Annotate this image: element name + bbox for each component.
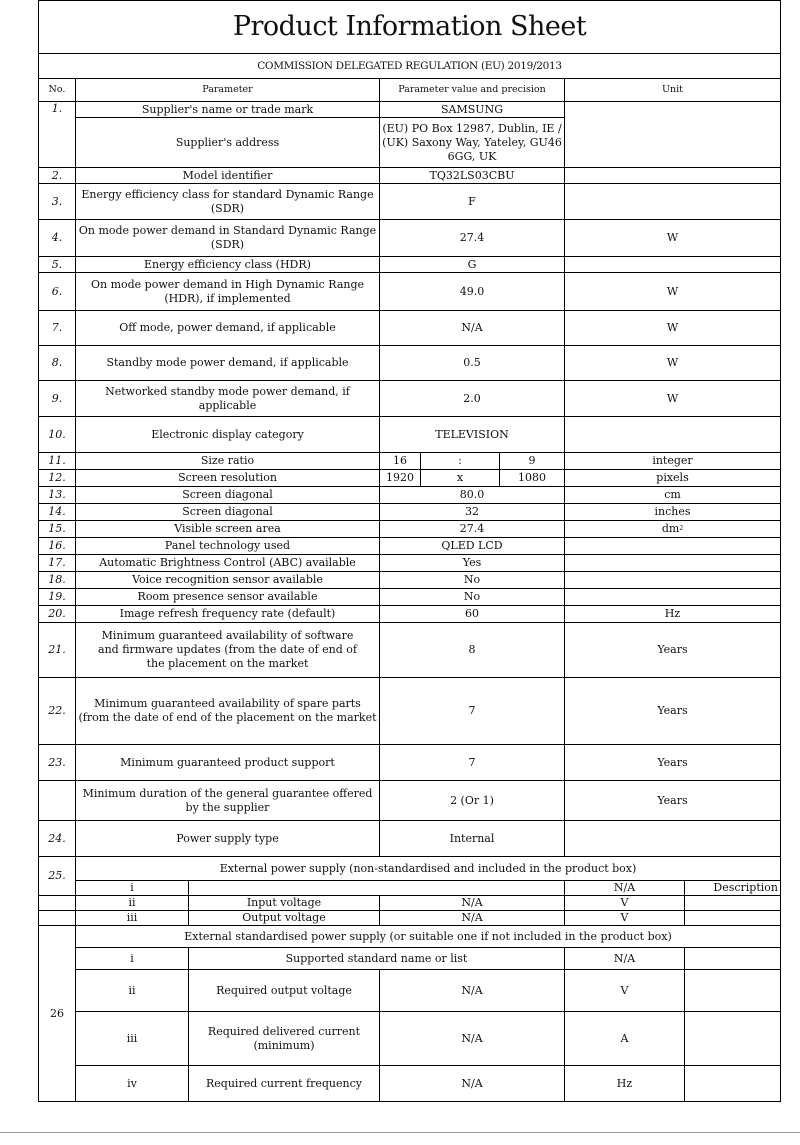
unit-cell: N/A — [565, 881, 685, 896]
table-row — [39, 881, 781, 896]
description-cell — [685, 911, 781, 926]
row-number: 16. — [39, 538, 76, 555]
param-cell: Supplier's name or trade mark — [76, 102, 380, 118]
value-cell: 1080 — [500, 470, 565, 487]
table-row — [39, 1012, 781, 1066]
unit-cell: cm — [565, 487, 781, 504]
value-cell: Internal — [380, 821, 565, 857]
param-cell: Standby mode power demand, if applicable — [76, 346, 380, 381]
description-cell — [685, 948, 781, 970]
table-row — [39, 970, 781, 1012]
value-cell: 16 — [380, 453, 421, 470]
param-cell: Minimum guaranteed availability of spare parts (from the date of end of the placement on the market — [76, 678, 380, 745]
unit-cell — [565, 102, 781, 168]
table-row — [39, 538, 781, 555]
param-cell: Off mode, power demand, if applicable — [76, 311, 380, 346]
value-cell: N/A — [380, 1066, 565, 1102]
table-row — [39, 678, 781, 745]
description-cell — [685, 896, 781, 911]
description-cell — [685, 1066, 781, 1102]
value-cell: N/A — [380, 311, 565, 346]
param-cell: Automatic Brightness Control (ABC) available — [76, 555, 380, 572]
table-row — [39, 781, 781, 821]
table-row — [39, 1066, 781, 1102]
param-cell: Output voltage — [189, 911, 380, 926]
table-row — [39, 572, 781, 589]
value-cell: 27.4 — [380, 220, 565, 257]
unit-cell — [565, 821, 781, 857]
unit-cell: A — [565, 1012, 685, 1066]
row-number: 26 — [39, 926, 76, 1102]
unit-cell: W — [565, 311, 781, 346]
row-number: 2. — [39, 168, 76, 184]
value-cell: TELEVISION — [380, 417, 565, 453]
value-cell: x — [421, 470, 500, 487]
param-cell: Screen resolution — [76, 470, 380, 487]
unit-cell — [565, 417, 781, 453]
unit-cell: W — [565, 381, 781, 417]
table-row — [39, 896, 781, 911]
row-number — [39, 781, 76, 821]
header-value: Parameter value and precision — [380, 79, 565, 102]
value-cell: Yes — [380, 555, 565, 572]
param-cell: Image refresh frequency rate (default) — [76, 606, 380, 623]
unit-superscript: 2 — [679, 525, 684, 532]
value-cell: 32 — [380, 504, 565, 521]
table-row — [39, 623, 781, 678]
row-number: 22. — [39, 678, 76, 745]
row-number: 24. — [39, 821, 76, 857]
value-cell: 9 — [500, 453, 565, 470]
value-cell: 60 — [380, 606, 565, 623]
param-cell: Electronic display category — [76, 417, 380, 453]
row-number: 1. — [39, 102, 76, 168]
param-cell: Model identifier — [76, 168, 380, 184]
unit-cell — [565, 589, 781, 606]
unit-cell — [565, 555, 781, 572]
row-number: 14. — [39, 504, 76, 521]
param-cell: Minimum guaranteed product support — [76, 745, 380, 781]
table-row — [39, 273, 781, 311]
unit-cell: V — [565, 911, 685, 926]
value-cell: No — [380, 572, 565, 589]
param-cell: Required current frequency — [189, 1066, 380, 1102]
unit-cell — [565, 521, 781, 538]
unit-cell: W — [565, 346, 781, 381]
unit-cell: V — [565, 970, 685, 1012]
table-row — [39, 346, 781, 381]
param-cell: Required delivered current (minimum) — [189, 1012, 380, 1066]
value-cell: F — [380, 184, 565, 220]
row-number: 6. — [39, 273, 76, 311]
table-row — [39, 168, 781, 184]
row-number: 17. — [39, 555, 76, 572]
row-number: 20. — [39, 606, 76, 623]
unit-cell: Years — [565, 678, 781, 745]
param-cell: On mode power demand in Standard Dynamic Range (SDR) — [76, 220, 380, 257]
value-cell: (EU) PO Box 12987, Dublin, IE / (UK) Saxony Way, Yateley, GU46 6GG, UK — [380, 118, 565, 168]
unit-text: dm — [661, 522, 680, 535]
param-cell: Visible screen area — [76, 521, 380, 538]
value-cell: 2 (Or 1) — [380, 781, 565, 821]
param-cell: Networked standby mode power demand, if applicable — [76, 381, 380, 417]
row-number: 25. — [39, 857, 76, 896]
row-number: 10. — [39, 417, 76, 453]
unit-cell: integer — [565, 453, 781, 470]
table-row — [39, 184, 781, 220]
description-cell: Description — [685, 881, 781, 896]
value-cell: 0.5 — [380, 346, 565, 381]
table-row — [39, 470, 781, 487]
row-number: 15. — [39, 521, 76, 538]
value-cell: 49.0 — [380, 273, 565, 311]
row-number: 3. — [39, 184, 76, 220]
param-cell: Room presence sensor available — [76, 589, 380, 606]
product-information-table — [38, 0, 781, 1102]
roman-cell: iii — [76, 911, 189, 926]
unit-cell: Years — [565, 745, 781, 781]
row-number: 4. — [39, 220, 76, 257]
table-row — [39, 606, 781, 623]
description-cell — [685, 970, 781, 1012]
table-row — [39, 948, 781, 970]
row-number: 19. — [39, 589, 76, 606]
value-cell: N/A — [380, 896, 565, 911]
param-cell: Minimum duration of the general guarantee offered by the supplier — [76, 781, 380, 821]
param-cell: Energy efficiency class for standard Dynamic Range (SDR) — [76, 184, 380, 220]
value-cell: SAMSUNG — [380, 102, 565, 118]
section-25-heading-row — [39, 857, 781, 881]
table-row — [39, 821, 781, 857]
row-number: 13. — [39, 487, 76, 504]
value-cell: 2.0 — [380, 381, 565, 417]
table-row — [39, 521, 781, 538]
table-row — [39, 257, 781, 273]
table-row — [39, 504, 781, 521]
section-heading: External power supply (non-standardised and included in the product box) — [76, 857, 781, 881]
row-number: 18. — [39, 572, 76, 589]
regulation-heading: COMMISSION DELEGATED REGULATION (EU) 2019/2013 — [39, 54, 781, 79]
row-number — [39, 896, 76, 911]
unit-cell: Years — [565, 623, 781, 678]
row-number: 23. — [39, 745, 76, 781]
param-cell: Screen diagonal — [76, 504, 380, 521]
param-cell: Voice recognition sensor available — [76, 572, 380, 589]
section-26-heading-row — [39, 926, 781, 948]
page-bottom-divider — [0, 1132, 800, 1133]
page-title: Product Information Sheet — [39, 1, 781, 54]
table-row — [39, 417, 781, 453]
value-cell: 8 — [380, 623, 565, 678]
value-cell: QLED LCD — [380, 538, 565, 555]
row-number: 7. — [39, 311, 76, 346]
param-cell: Supplier's address — [76, 118, 380, 168]
param-cell: Panel technology used — [76, 538, 380, 555]
value-cell: N/A — [380, 911, 565, 926]
param-cell: Minimum guaranteed availability of software and firmware updates (from the date of end of the placement on the market — [76, 623, 380, 678]
table-row — [39, 487, 781, 504]
roman-cell: i — [76, 948, 189, 970]
table-row — [39, 453, 781, 470]
table-row — [39, 311, 781, 346]
unit-cell — [565, 572, 781, 589]
row-number: 5. — [39, 257, 76, 273]
row-number: 11. — [39, 453, 76, 470]
param-cell: Energy efficiency class (HDR) — [76, 257, 380, 273]
value-cell: : — [421, 453, 500, 470]
param-cell: Input voltage — [189, 896, 380, 911]
roman-cell: ii — [76, 970, 189, 1012]
unit-cell: inches — [565, 504, 781, 521]
roman-cell: iii — [76, 1012, 189, 1066]
roman-cell: i — [76, 881, 189, 896]
value-cell: N/A — [380, 970, 565, 1012]
unit-cell — [565, 257, 781, 273]
unit-cell: pixels — [565, 470, 781, 487]
row-number: 12. — [39, 470, 76, 487]
row-number: 21. — [39, 623, 76, 678]
roman-cell: ii — [76, 896, 189, 911]
row-number: 9. — [39, 381, 76, 417]
row-number — [39, 911, 76, 926]
unit-cell: Hz — [565, 606, 781, 623]
unit-cell: Hz — [565, 1066, 685, 1102]
param-cell: Supported standard name or list — [189, 948, 565, 970]
header-unit: Unit — [565, 79, 781, 102]
value-cell: 27.4 — [380, 521, 565, 538]
section-heading: External standardised power supply (or suitable one if not included in the product box) — [76, 926, 781, 948]
unit-cell — [565, 184, 781, 220]
description-cell — [685, 1012, 781, 1066]
table-row — [39, 381, 781, 417]
param-cell: Size ratio — [76, 453, 380, 470]
table-row — [39, 220, 781, 257]
value-cell: 7 — [380, 745, 565, 781]
unit-cell: N/A — [565, 948, 685, 970]
param-cell — [189, 881, 565, 896]
table-row — [39, 555, 781, 572]
value-cell: 80.0 — [380, 487, 565, 504]
value-cell: No — [380, 589, 565, 606]
param-cell: On mode power demand in High Dynamic Range (HDR), if implemented — [76, 273, 380, 311]
value-cell: TQ32LS03CBU — [380, 168, 565, 184]
unit-cell: V — [565, 896, 685, 911]
unit-cell: W — [565, 273, 781, 311]
value-cell: G — [380, 257, 565, 273]
header-no: No. — [39, 79, 76, 102]
table-row — [39, 589, 781, 606]
param-cell: Required output voltage — [189, 970, 380, 1012]
unit-cell — [565, 168, 781, 184]
table-row — [39, 745, 781, 781]
param-cell: Screen diagonal — [76, 487, 380, 504]
value-cell: 7 — [380, 678, 565, 745]
table-row — [39, 102, 781, 118]
unit-cell — [565, 538, 781, 555]
value-cell: N/A — [380, 1012, 565, 1066]
table-row — [39, 911, 781, 926]
value-cell: 1920 — [380, 470, 421, 487]
header-parameter: Parameter — [76, 79, 380, 102]
unit-cell: W — [565, 220, 781, 257]
roman-cell: iv — [76, 1066, 189, 1102]
row-number: 8. — [39, 346, 76, 381]
param-cell: Power supply type — [76, 821, 380, 857]
unit-cell: Years — [565, 781, 781, 821]
